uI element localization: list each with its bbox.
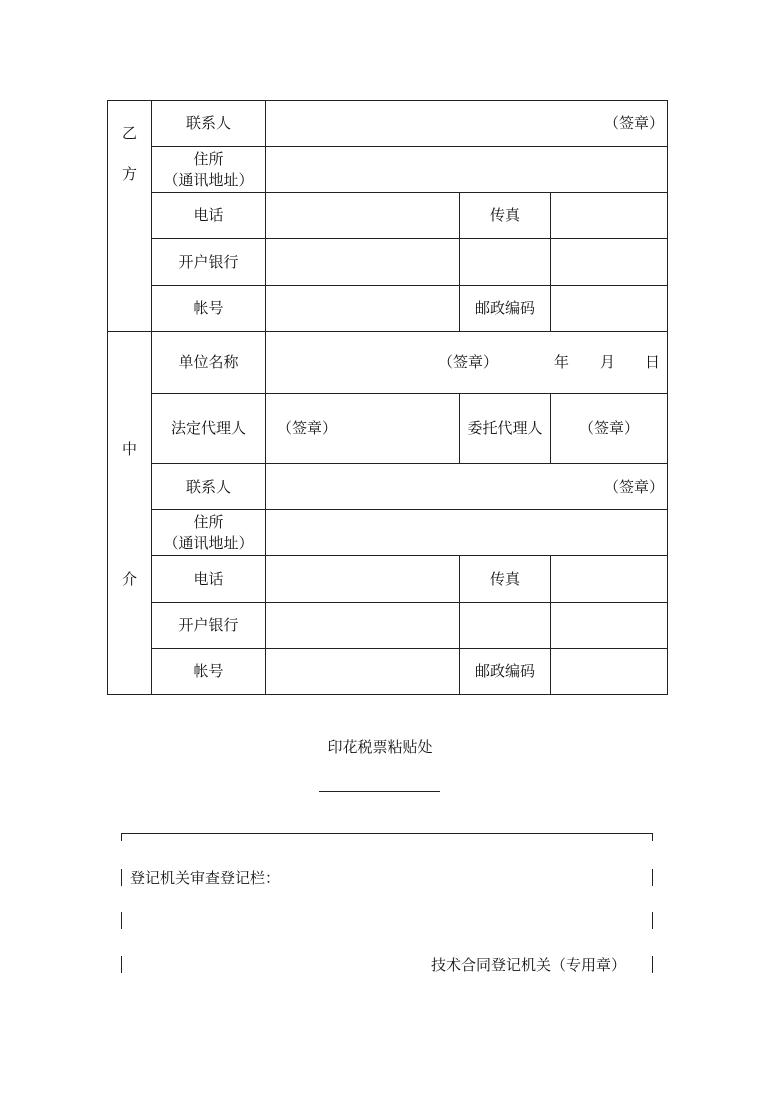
intermediary-contact-label: 联系人 xyxy=(185,478,231,496)
intermediary-address-sublabel: （通讯地址） xyxy=(163,534,254,552)
registration-agency-seal: 技术合同登记机关（专用章） xyxy=(430,956,626,974)
table-border-left xyxy=(107,100,108,695)
registration-tick-left xyxy=(121,869,122,886)
table-row-line xyxy=(151,238,668,239)
table-divider-partyb-right xyxy=(550,192,551,331)
intermediary-contact-seal: （签章） xyxy=(604,478,665,496)
table-divider-inter-right xyxy=(550,555,551,695)
table-row-line xyxy=(151,146,668,147)
registration-review-label: 登记机关审查登记栏： xyxy=(130,869,281,887)
registration-box-top xyxy=(121,833,653,834)
table-row-line xyxy=(151,648,668,649)
table-border-bottom xyxy=(107,694,668,695)
table-row-line xyxy=(151,509,668,510)
intermediary-postcode-label: 邮政编码 xyxy=(474,662,535,680)
table-divider-section-col xyxy=(151,100,152,695)
table-section-line xyxy=(107,331,668,332)
intermediary-account-label: 帐号 xyxy=(193,662,224,680)
table-border-top xyxy=(107,100,668,101)
table-row-line xyxy=(151,463,668,464)
intermediary-address-label: 住所 xyxy=(193,513,224,531)
intermediary-label-1: 中 xyxy=(121,440,137,458)
intermediary-phone-label: 电话 xyxy=(193,570,224,588)
table-row-line xyxy=(151,602,668,603)
party-b-phone-label: 电话 xyxy=(193,206,224,224)
agent-label: 委托代理人 xyxy=(467,419,543,437)
date-year: 年 xyxy=(554,353,570,371)
table-row-line xyxy=(151,192,668,193)
intermediary-unit-name-label: 单位名称 xyxy=(178,353,239,371)
date-day: 日 xyxy=(645,353,661,371)
table-row-line xyxy=(151,285,668,286)
intermediary-bank-label: 开户银行 xyxy=(178,616,239,634)
table-row-line xyxy=(151,555,668,556)
table-row-line xyxy=(151,393,668,394)
stamp-area-label: 印花税票粘贴处 xyxy=(327,738,433,756)
registration-tick-left xyxy=(121,956,122,973)
registration-tick-left xyxy=(121,912,122,929)
intermediary-fax-label: 传真 xyxy=(489,570,520,588)
table-divider-label-col xyxy=(265,100,266,695)
legal-rep-seal: （签章） xyxy=(277,419,338,437)
party-b-label-1: 乙 xyxy=(121,124,137,142)
agent-seal: （签章） xyxy=(578,419,639,437)
party-b-address-label: 住所 xyxy=(193,150,224,168)
registration-tick-right xyxy=(652,912,653,929)
party-b-fax-label: 传真 xyxy=(489,206,520,224)
party-b-postcode-label: 邮政编码 xyxy=(474,299,535,317)
table-border-right xyxy=(667,100,668,695)
registration-tick-right xyxy=(652,869,653,886)
registration-corner-left xyxy=(121,833,122,841)
date-month: 月 xyxy=(600,353,616,371)
party-b-address-sublabel: （通讯地址） xyxy=(163,171,254,189)
party-b-bank-label: 开户银行 xyxy=(178,253,239,271)
registration-corner-right xyxy=(652,833,653,841)
party-b-contact-seal: （签章） xyxy=(604,114,665,132)
party-b-contact-label: 联系人 xyxy=(185,114,231,132)
party-b-label-2: 方 xyxy=(121,165,137,183)
legal-rep-label: 法定代理人 xyxy=(170,419,246,437)
registration-tick-right xyxy=(652,956,653,973)
intermediary-unit-seal: （签章） xyxy=(438,353,499,371)
stamp-area-underline xyxy=(319,791,440,792)
party-b-account-label: 帐号 xyxy=(193,299,224,317)
intermediary-label-2: 介 xyxy=(121,570,137,588)
